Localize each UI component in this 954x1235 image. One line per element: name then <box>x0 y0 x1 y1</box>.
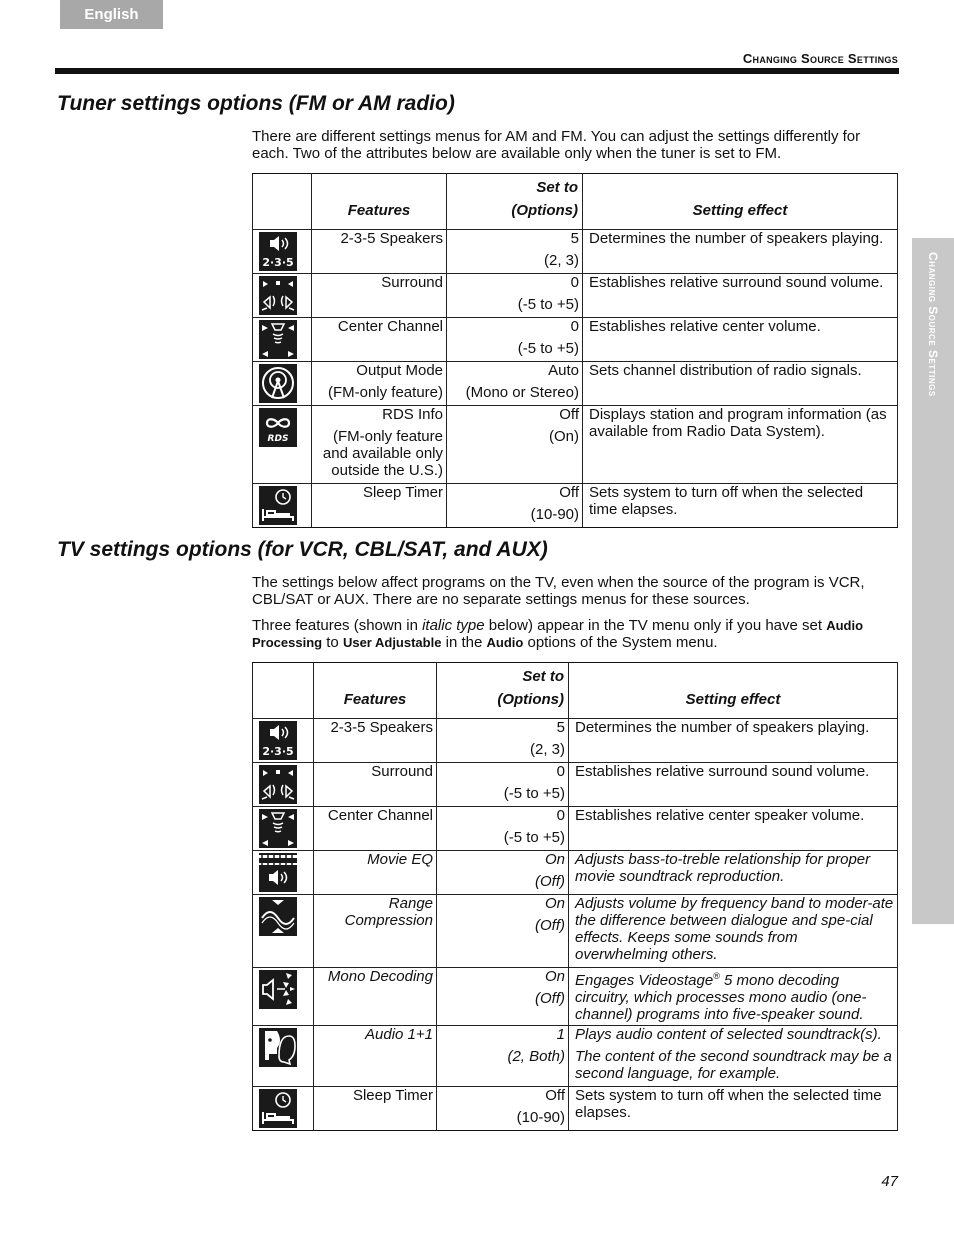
feature-cell <box>312 362 447 406</box>
set-cell <box>437 763 569 807</box>
options-value: (2, Both) <box>507 1048 565 1065</box>
page-number: 47 <box>881 1173 898 1190</box>
set-value: Off <box>559 484 579 501</box>
set-to-label: Set to <box>522 668 564 685</box>
options-label: (Options) <box>497 691 564 708</box>
table-row <box>253 484 898 528</box>
set-cell <box>447 274 583 318</box>
effect-text: 5 mono decoding circuitry, which processes mono audio (one-channel) programs into five-speaker sound. <box>575 972 867 1023</box>
features-column-header: Features <box>314 663 437 719</box>
movie-eq-icon <box>259 853 297 892</box>
effect-column-header: Setting effect <box>583 174 898 230</box>
surround-icon <box>259 765 297 804</box>
set-to-column-header <box>447 174 583 230</box>
set-value: 0 <box>556 807 565 824</box>
options-value: (Mono or Stereo) <box>465 384 579 401</box>
effect-cell: Establishes relative surround sound volume. <box>583 274 898 318</box>
feature-name: Center Channel <box>327 807 433 824</box>
set-value: 5 <box>556 719 565 736</box>
svg-text:2·3·5: 2·3·5 <box>262 256 294 269</box>
feature-name: Sleep Timer <box>362 484 443 501</box>
effect-cell: Establishes relative center speaker volume. <box>569 807 898 851</box>
tv-intro: The settings below affect programs on the TV, even when the source of the program is VCR, CBL/SAT or AUX. There are no separate settings menus for these sources. <box>252 574 865 608</box>
table-row <box>253 968 898 1026</box>
effect-cell: Establishes relative surround sound volume. <box>569 763 898 807</box>
set-cell <box>437 851 569 895</box>
table-row <box>253 274 898 318</box>
set-cell <box>447 230 583 274</box>
intro-text: options of the System menu. <box>523 634 718 651</box>
icon-cell <box>253 1026 314 1087</box>
antenna-icon <box>259 364 297 403</box>
effect-column-header: Setting effect <box>569 663 898 719</box>
set-value: 5 <box>570 230 579 247</box>
icon-cell <box>253 362 312 406</box>
set-to-label: Set to <box>536 179 578 196</box>
icon-cell <box>253 851 314 895</box>
set-value: On <box>544 851 565 868</box>
icon-column-header <box>253 174 312 230</box>
feature-cell <box>314 719 437 763</box>
tuner-intro: There are different settings menus for AM and FM. You can adjust the settings differently for each. Two of the attributes below are available only when the tuner is set to FM. <box>252 128 861 162</box>
menu-command: User Adjustable <box>342 635 442 650</box>
options-value: (2, 3) <box>543 252 579 269</box>
options-value: (-5 to +5) <box>517 340 579 357</box>
icon-cell <box>253 406 312 484</box>
effect-text: Plays audio content of selected soundtrack(s). <box>575 1026 882 1043</box>
table-header-row <box>253 174 898 230</box>
set-cell <box>437 1026 569 1087</box>
audio-dual-icon <box>259 1028 297 1067</box>
icon-cell <box>253 719 314 763</box>
center-channel-icon <box>259 320 297 359</box>
center-channel-icon <box>259 809 297 848</box>
icon-cell <box>253 484 312 528</box>
feature-cell <box>312 318 447 362</box>
effect-cell: Establishes relative center volume. <box>583 318 898 362</box>
icon-cell <box>253 807 314 851</box>
feature-name: Mono Decoding <box>327 968 433 985</box>
feature-cell <box>314 895 437 968</box>
svg-text:2·3·5: 2·3·5 <box>262 745 294 758</box>
options-value: (Off) <box>535 873 565 890</box>
intro-text: Three features (shown in <box>252 617 423 634</box>
surround-icon <box>259 276 297 315</box>
table-row <box>253 719 898 763</box>
feature-cell <box>314 851 437 895</box>
speakers-235-icon <box>259 232 297 271</box>
set-value: Off <box>545 1087 565 1104</box>
sleep-timer-icon <box>259 1089 297 1128</box>
sleep-timer-icon <box>259 486 297 525</box>
set-value: 0 <box>556 763 565 780</box>
feature-cell <box>314 1087 437 1131</box>
feature-cell <box>312 406 447 484</box>
set-value: 1 <box>556 1026 565 1043</box>
feature-cell <box>314 1026 437 1087</box>
options-value: (10-90) <box>530 506 579 523</box>
options-value: (On) <box>549 428 579 445</box>
icon-cell <box>253 318 312 362</box>
feature-note: (FM-only feature) <box>327 384 443 401</box>
side-tab[interactable] <box>912 238 954 924</box>
effect-cell: Adjusts bass-to-treble relationship for proper movie soundtrack reproduction. <box>569 851 898 895</box>
menu-command: Audio <box>486 635 524 650</box>
feature-name: Sleep Timer <box>352 1087 433 1104</box>
set-cell <box>447 484 583 528</box>
options-label: (Options) <box>511 202 578 219</box>
rds-icon <box>259 408 297 447</box>
effect-cell: Determines the number of speakers playing. <box>569 719 898 763</box>
intro-text: to <box>322 634 343 651</box>
set-value: 0 <box>570 274 579 291</box>
icon-column-header <box>253 663 314 719</box>
feature-cell <box>314 807 437 851</box>
tv-settings-table <box>252 662 898 1131</box>
effect-cell <box>569 968 898 1026</box>
icon-cell <box>253 895 314 968</box>
running-head: Changing Source Settings <box>742 51 898 66</box>
tv-intro-note <box>252 617 897 651</box>
side-tab-label: Changing Source Settings <box>926 252 940 397</box>
table-row <box>253 1026 898 1087</box>
language-tab[interactable]: English <box>60 0 163 29</box>
icon-cell <box>253 1087 314 1131</box>
set-value: Auto <box>548 362 579 379</box>
intro-italic-text: italic type <box>422 617 485 634</box>
table-row <box>253 362 898 406</box>
options-value: (-5 to +5) <box>517 296 579 313</box>
effect-cell: Sets channel distribution of radio signals. <box>583 362 898 406</box>
options-value: (Off) <box>535 917 565 934</box>
feature-cell <box>312 230 447 274</box>
mono-decoding-icon <box>259 970 297 1009</box>
icon-cell <box>253 274 312 318</box>
header-rule <box>55 68 899 74</box>
set-cell <box>437 1087 569 1131</box>
icon-cell <box>253 230 312 274</box>
table-header-row <box>253 663 898 719</box>
set-value: Off <box>559 406 579 423</box>
feature-name: Surround <box>381 274 443 291</box>
feature-cell <box>314 968 437 1026</box>
tuner-section-title: Tuner settings options (FM or AM radio) <box>57 92 455 115</box>
intro-text: below) appear in the TV menu only if you have set <box>484 617 827 634</box>
set-value: On <box>544 895 565 912</box>
registered-mark: ® <box>713 971 720 981</box>
set-value: On <box>544 968 565 985</box>
set-cell <box>437 895 569 968</box>
svg-text:RDS: RDS <box>267 434 289 444</box>
feature-cell <box>314 763 437 807</box>
feature-name: 2-3-5 Speakers <box>330 719 433 736</box>
set-cell <box>437 719 569 763</box>
table-row <box>253 1087 898 1131</box>
effect-cell: Sets system to turn off when the selected time elapses. <box>583 484 898 528</box>
effect-cell <box>569 1026 898 1087</box>
feature-name: Audio 1+1 <box>365 1026 433 1043</box>
feature-name: Surround <box>371 763 433 780</box>
effect-cell: Displays station and program information (as available from Radio Data System). <box>583 406 898 484</box>
table-row <box>253 851 898 895</box>
table-row <box>253 406 898 484</box>
table-row <box>253 763 898 807</box>
set-cell <box>437 807 569 851</box>
options-value: (2, 3) <box>529 741 565 758</box>
feature-name: RDS Info <box>382 406 443 423</box>
set-cell <box>437 968 569 1026</box>
feature-cell <box>312 274 447 318</box>
options-value: (Off) <box>535 990 565 1007</box>
table-row <box>253 318 898 362</box>
effect-note: The content of the second soundtrack may be a second language, for example. <box>575 1048 892 1082</box>
tuner-settings-table <box>252 173 898 528</box>
menu-command: Audio Processing <box>252 618 864 650</box>
tv-section-title: TV settings options (for VCR, CBL/SAT, and AUX) <box>57 538 548 561</box>
effect-cell: Adjusts volume by frequency band to moder-ate the difference between dialogue and spe-cial effects. Keeps some sounds from overwhelming others. <box>569 895 898 968</box>
effect-cell: Determines the number of speakers playing. <box>583 230 898 274</box>
icon-cell <box>253 968 314 1026</box>
table-row <box>253 230 898 274</box>
feature-cell <box>312 484 447 528</box>
options-value: (10-90) <box>516 1109 565 1126</box>
feature-name: Range Compression <box>344 895 433 929</box>
table-row <box>253 895 898 968</box>
effect-text: Engages Videostage <box>575 972 714 989</box>
feature-name: Movie EQ <box>367 851 433 868</box>
feature-name: Center Channel <box>337 318 443 335</box>
set-cell <box>447 406 583 484</box>
feature-note: (FM-only feature and available only outside the U.S.) <box>322 428 443 479</box>
set-cell <box>447 318 583 362</box>
set-value: 0 <box>570 318 579 335</box>
options-value: (-5 to +5) <box>503 829 565 846</box>
options-value: (-5 to +5) <box>503 785 565 802</box>
table-row <box>253 807 898 851</box>
effect-cell: Sets system to turn off when the selected time elapses. <box>569 1087 898 1131</box>
icon-cell <box>253 763 314 807</box>
feature-name: 2-3-5 Speakers <box>340 230 443 247</box>
set-cell <box>447 362 583 406</box>
features-column-header: Features <box>312 174 447 230</box>
set-to-column-header <box>437 663 569 719</box>
feature-name: Output Mode <box>356 362 443 379</box>
speakers-235-icon <box>259 721 297 760</box>
range-compression-icon <box>259 897 297 936</box>
intro-text: in the <box>441 634 487 651</box>
